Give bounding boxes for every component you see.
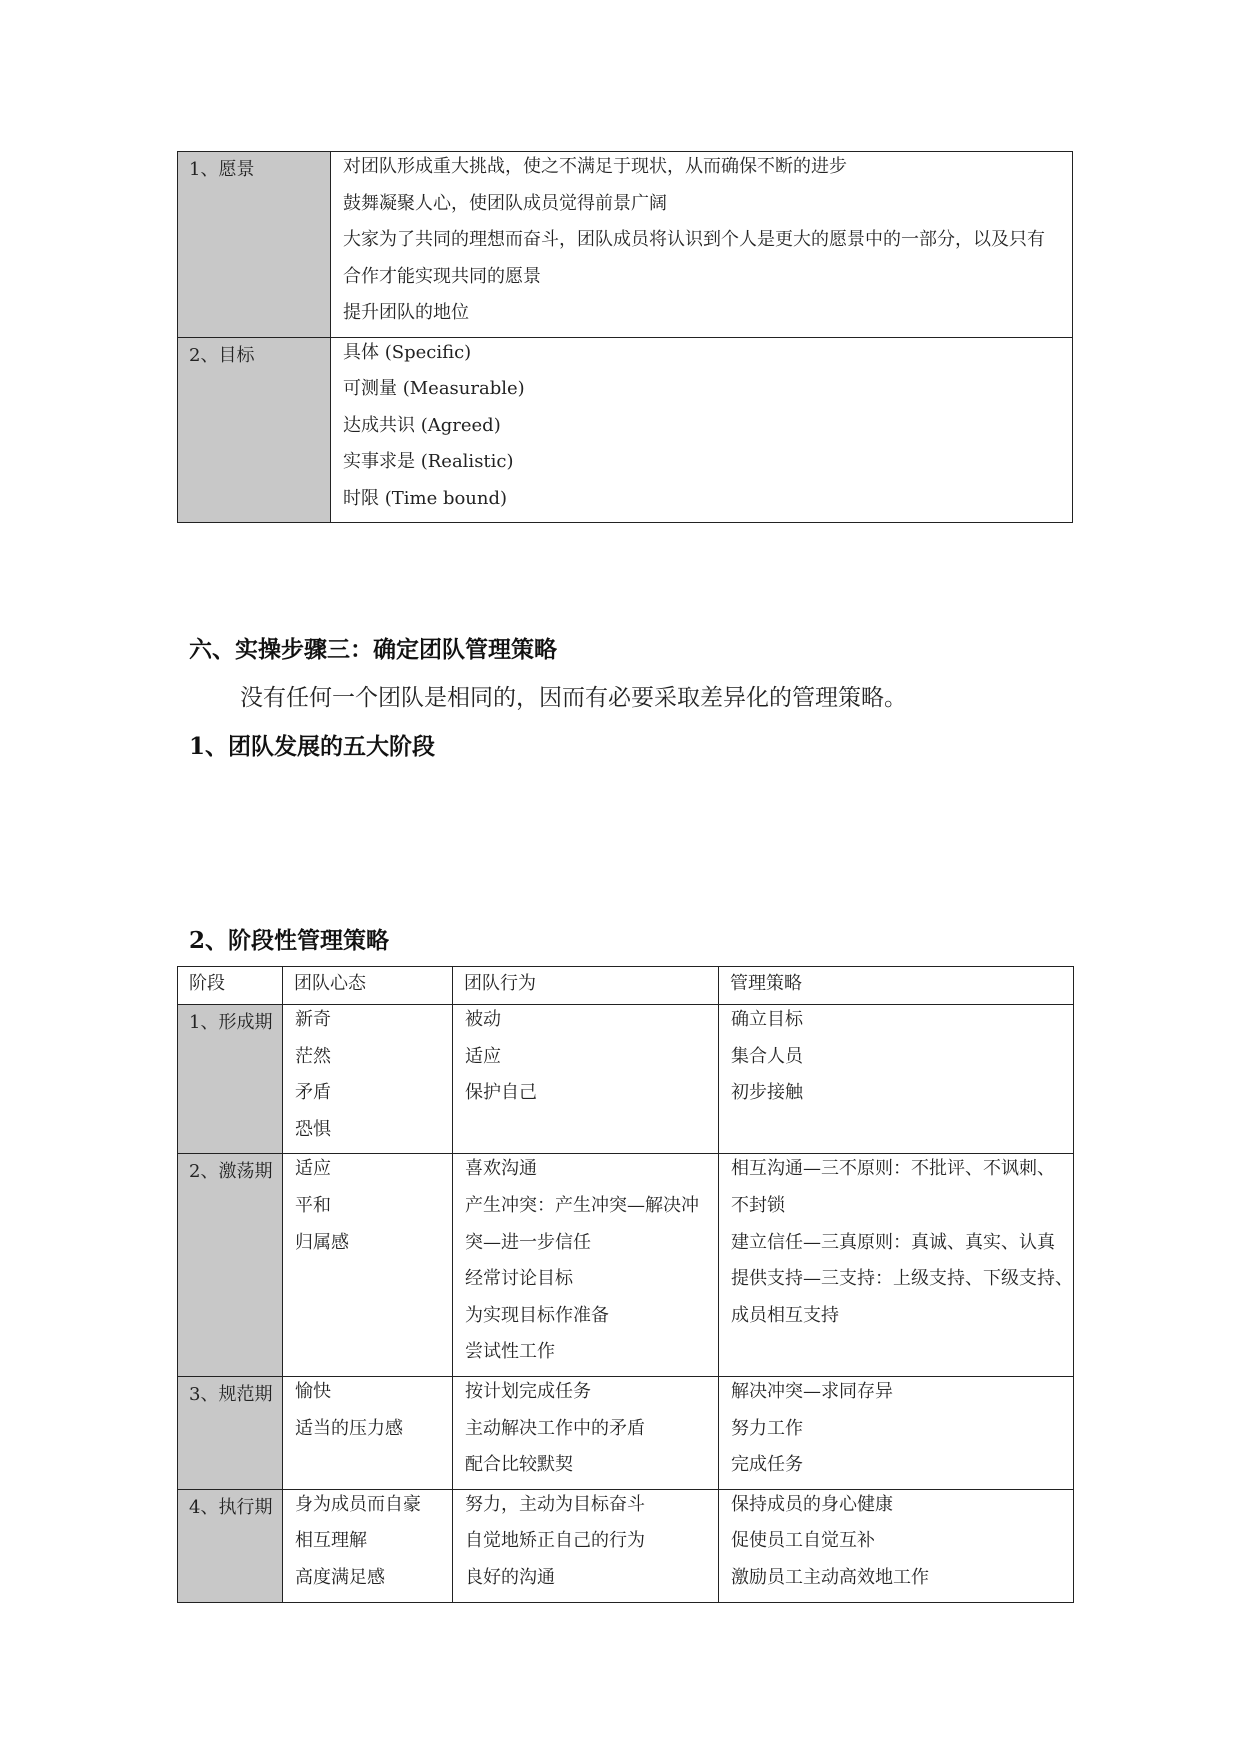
cell-line: 被动 (465, 1009, 501, 1030)
strategy-cell (719, 1489, 1074, 1602)
cell-line: 保持成员的身心健康 (731, 1493, 893, 1515)
cell-line: 相互沟通—三不原则：不批评、不讽刺、 (731, 1158, 1055, 1180)
row-label: 1、愿景 (178, 152, 331, 338)
mindset-cell (283, 1154, 453, 1377)
section-heading: 六、实操步骤三：确定团队管理策略 (189, 636, 557, 663)
cell-line: 解决冲突—求同存异 (731, 1380, 893, 1402)
cell-line: 相互理解 (295, 1530, 367, 1552)
table-row (178, 337, 1073, 523)
cell-line: 平和 (295, 1194, 331, 1216)
strategy-cell (719, 1154, 1074, 1377)
behavior-cell (453, 1489, 719, 1602)
mindset-cell (283, 1005, 453, 1154)
cell-line: 努力工作 (731, 1417, 803, 1439)
subheading-five-stages: 1、团队发展的五大阶段 (189, 733, 436, 760)
content-line: 对团队形成重大挑战，使之不满足于现状，从而确保不断的进步 (343, 156, 847, 177)
cell-line: 集合人员 (731, 1045, 803, 1067)
content-line: 具体 (Specific) (343, 341, 472, 363)
content-line: 可测量 (Measurable) (343, 378, 525, 399)
cell-line: 矛盾 (295, 1082, 331, 1104)
cell-line: 主动解决工作中的矛盾 (465, 1417, 645, 1439)
stage-cell: 2、激荡期 (178, 1154, 283, 1377)
content-line: 达成共识 (Agreed) (343, 414, 501, 436)
stage-strategy-table (177, 966, 1074, 1603)
cell-line: 为实现目标作准备 (465, 1304, 609, 1326)
section-paragraph: 没有任何一个团队是相同的，因而有必要采取差异化的管理策略。 (240, 685, 907, 711)
row-content (331, 152, 1073, 338)
stage-cell: 4、执行期 (178, 1489, 283, 1602)
stage-cell: 3、规范期 (178, 1376, 283, 1489)
mindset-cell (283, 1376, 453, 1489)
cell-line: 促使员工自觉互补 (731, 1530, 875, 1552)
vision-goal-table (177, 151, 1073, 523)
behavior-cell (453, 1154, 719, 1377)
cell-line: 经常讨论目标 (465, 1268, 573, 1290)
header-cell: 团队行为 (453, 967, 719, 1005)
cell-line: 自觉地矫正自己的行为 (465, 1530, 645, 1552)
row-content (331, 337, 1073, 523)
table-row (178, 1489, 1074, 1602)
cell-line: 喜欢沟通 (465, 1158, 537, 1180)
cell-line: 完成任务 (731, 1454, 803, 1476)
subheading-stage-strategy: 2、阶段性管理策略 (189, 927, 390, 954)
header-cell: 管理策略 (719, 967, 1074, 1005)
cell-line: 初步接触 (731, 1082, 803, 1104)
cell-line: 高度满足感 (295, 1566, 385, 1588)
cell-line: 确立目标 (731, 1009, 803, 1030)
cell-line: 不封锁 (731, 1194, 785, 1216)
cell-line: 适当的压力感 (295, 1417, 403, 1439)
strategy-cell (719, 1376, 1074, 1489)
row-label: 2、目标 (178, 337, 331, 523)
behavior-cell (453, 1376, 719, 1489)
cell-line: 建立信任—三真原则：真诚、真实、认真 (731, 1231, 1055, 1253)
cell-line: 保护自己 (465, 1082, 537, 1104)
cell-line: 突—进一步信任 (465, 1231, 591, 1253)
header-cell: 团队心态 (283, 967, 453, 1005)
table-header-row (178, 967, 1074, 1005)
cell-line: 愉快 (295, 1380, 331, 1402)
content-line: 大家为了共同的理想而奋斗，团队成员将认识到个人是更大的愿景中的一部分，以及只有 (343, 229, 1045, 250)
content-line: 时限 (Time bound) (343, 487, 508, 509)
table-row (178, 1154, 1074, 1377)
table-row (178, 1005, 1074, 1154)
table-row (178, 152, 1073, 338)
cell-line: 适应 (295, 1158, 331, 1180)
cell-line: 适应 (465, 1045, 501, 1067)
mindset-cell (283, 1489, 453, 1602)
content-line: 鼓舞凝聚人心，使团队成员觉得前景广阔 (343, 192, 667, 214)
cell-line: 身为成员而自豪 (295, 1493, 421, 1515)
cell-line: 提供支持—三支持：上级支持、下级支持、 (731, 1268, 1073, 1290)
content-line: 提升团队的地位 (343, 302, 469, 323)
stage-cell: 1、形成期 (178, 1005, 283, 1154)
cell-line: 按计划完成任务 (465, 1380, 591, 1402)
header-cell: 阶段 (178, 967, 283, 1005)
content-line: 实事求是 (Realistic) (343, 451, 514, 472)
strategy-cell (719, 1005, 1074, 1154)
cell-line: 产生冲突：产生冲突—解决冲 (465, 1194, 699, 1216)
cell-line: 努力，主动为目标奋斗 (465, 1493, 645, 1515)
cell-line: 新奇 (295, 1009, 331, 1030)
table-row (178, 1376, 1074, 1489)
cell-line: 恐惧 (295, 1118, 331, 1140)
cell-line: 成员相互支持 (731, 1304, 839, 1326)
cell-line: 茫然 (295, 1045, 331, 1067)
cell-line: 配合比较默契 (465, 1454, 573, 1476)
cell-line: 尝试性工作 (465, 1341, 555, 1363)
content-line: 合作才能实现共同的愿景 (343, 265, 541, 287)
cell-line: 激励员工主动高效地工作 (731, 1566, 929, 1588)
cell-line: 归属感 (295, 1231, 349, 1253)
behavior-cell (453, 1005, 719, 1154)
cell-line: 良好的沟通 (465, 1566, 555, 1588)
